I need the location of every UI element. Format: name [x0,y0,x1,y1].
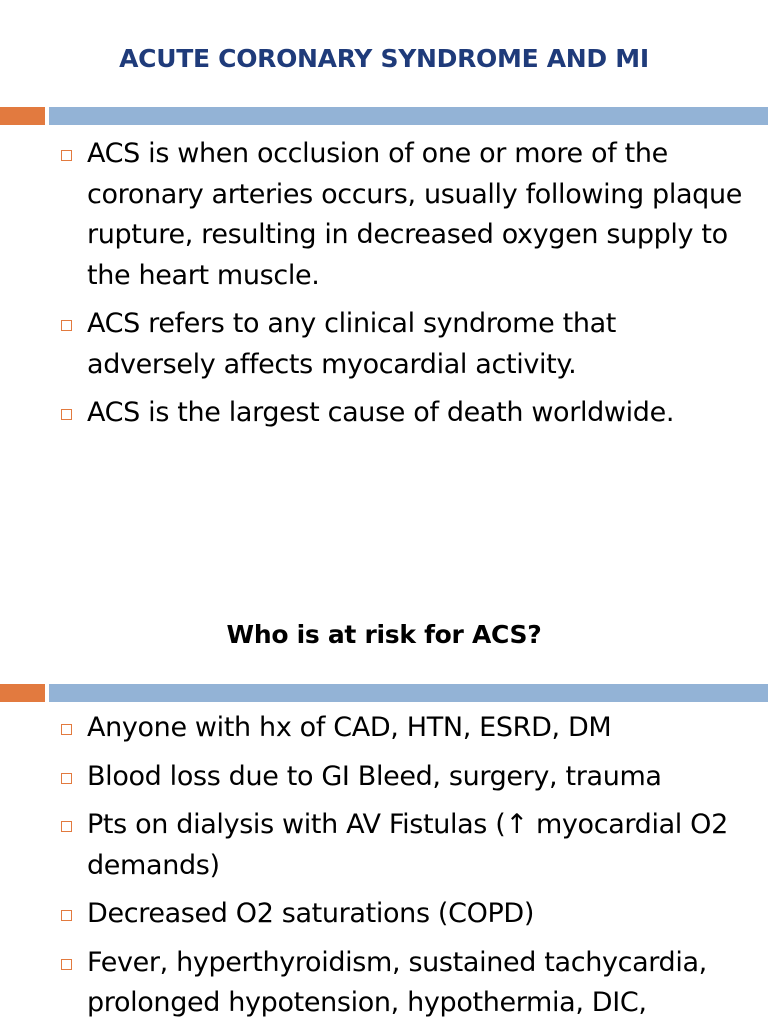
list-item [60,757,750,798]
list-item [60,134,750,296]
bullet-text: Anyone with hx of CAD, HTN, ESRD, DM [87,712,612,743]
square-bullet-icon [61,959,72,970]
accent-bar-blue [49,684,768,702]
bullet-text: ACS refers to any clinical syndrome that adversely affects myocardial activity. [87,308,617,380]
bullet-list [60,134,750,442]
bullet-text: Decreased O2 saturations (COPD) [87,898,535,929]
square-bullet-icon [61,409,72,420]
bullet-text: ACS is the largest cause of death worldwide. [87,397,675,428]
square-bullet-icon [61,150,72,161]
list-item [60,805,750,886]
square-bullet-icon [61,320,72,331]
slide-title: Who is at risk for ACS? [226,620,542,649]
list-item [60,943,750,1024]
square-bullet-icon [61,724,72,735]
list-item [60,894,750,935]
list-item [60,393,750,434]
square-bullet-icon [61,773,72,784]
bullet-text: ACS is when occlusion of one or more of the coronary arteries occurs, usually following plaque rupture, resulting in decreased oxygen supply to the heart muscle. [87,138,742,291]
square-bullet-icon [61,910,72,921]
accent-bar-orange [0,107,45,125]
slide-acs-overview [0,0,768,512]
accent-bar-blue [49,107,768,125]
bullet-text: Fever, hyperthyroidism, sustained tachycardia, prolonged hypotension, hypothermia, DIC, [87,946,707,1018]
bullet-text: Blood loss due to GI Bleed, surgery, trauma [87,760,662,792]
list-item [60,708,750,749]
slide-title: ACUTE CORONARY SYNDROME AND MI [119,44,649,73]
bullet-list [60,708,750,1032]
accent-bar-orange [0,684,45,702]
list-item [60,304,750,385]
square-bullet-icon [61,821,72,832]
slide-acs-risk [0,512,768,1024]
bullet-text: Pts on dialysis with AV Fistulas (↑ myocardial O2 demands) [87,809,728,881]
